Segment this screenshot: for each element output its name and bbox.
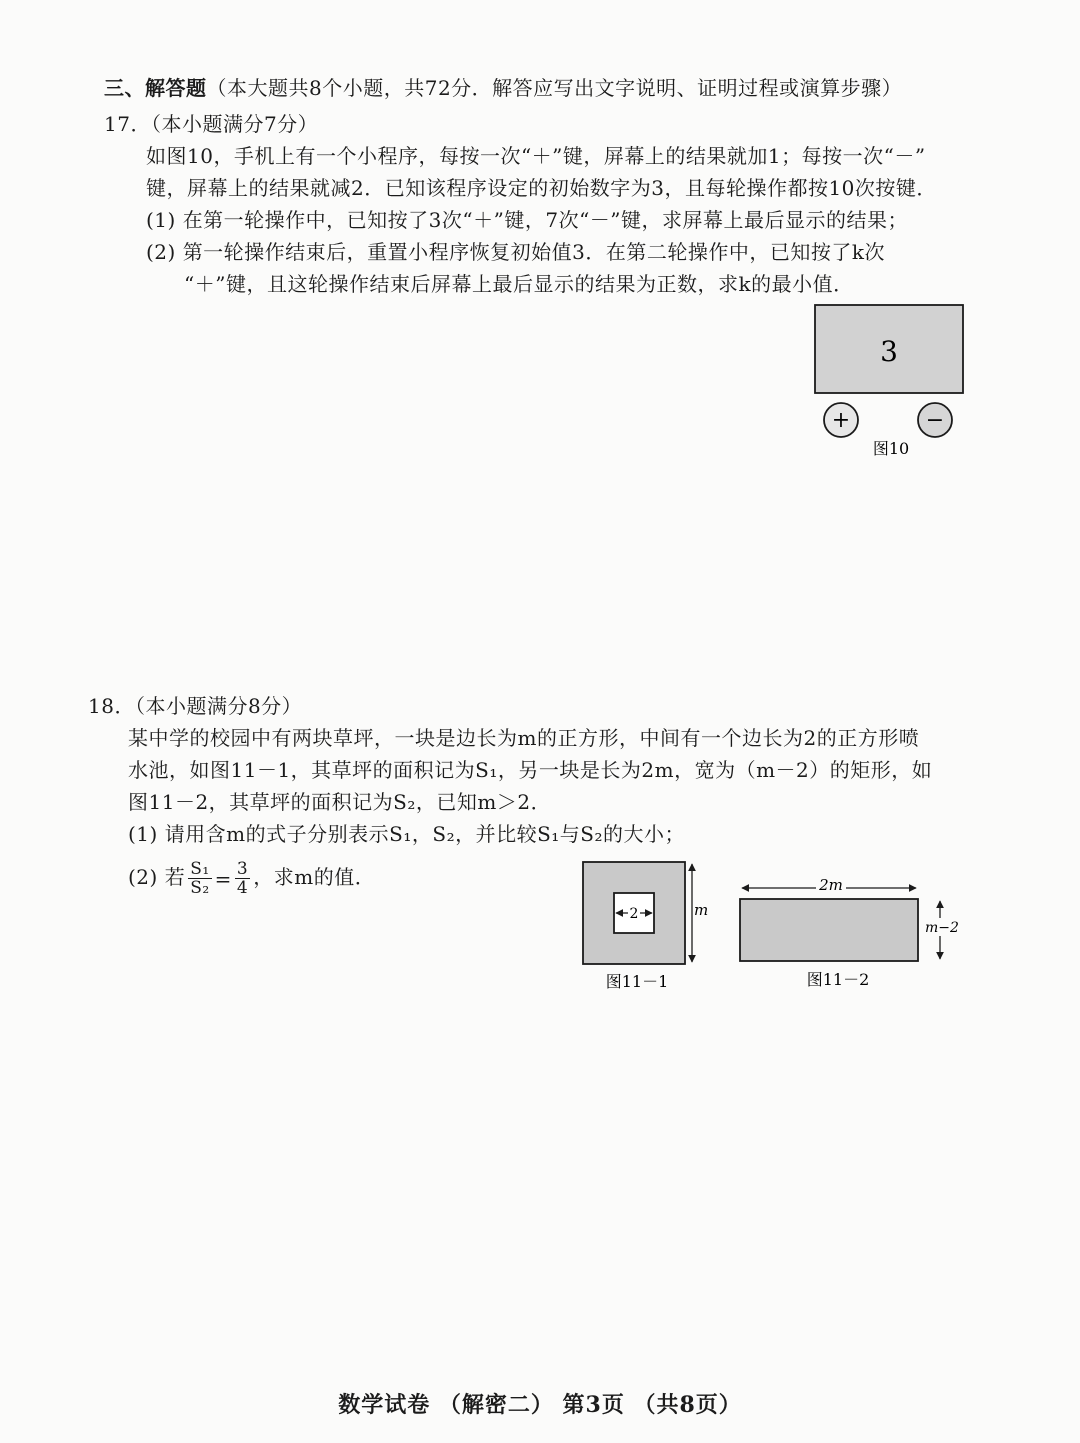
- plus-key-symbol: +: [831, 408, 851, 433]
- q18-stem-line3: 图11－2，其草坪的面积记为S₂，已知m＞2．: [128, 790, 552, 814]
- figure-10-caption: 图10: [872, 439, 910, 458]
- q17-part1: (1) 在第一轮操作中，已知按了3次“＋”键，7次“－”键，求屏幕上最后显示的结果；: [146, 208, 909, 232]
- q17-part2-line1: (2) 第一轮操作结束后，重置小程序恢复初始值3．在第二轮操作中，已知按了k次: [146, 240, 886, 264]
- figure-11-1-square-lawn: [575, 852, 715, 997]
- section-note: （本大题共8个小题，共72分．解答应写出文字说明、证明过程或演算步骤）: [206, 76, 903, 100]
- figure-10-phone-program: [805, 298, 975, 463]
- fraction-numerator: S₁: [190, 859, 210, 879]
- q18-part1: (1) 请用含m的式子分别表示S₁，S₂，并比较S₁与S₂的大小；: [128, 822, 686, 846]
- figure-11-2-rectangle-lawn: [730, 870, 970, 997]
- q18-header: [88, 694, 302, 718]
- q17-stem-line1: 如图10，手机上有一个小程序，每按一次“＋”键，屏幕上的结果就加1；每按一次“－”: [146, 144, 926, 168]
- section-heading: [104, 76, 902, 100]
- figure-11-2-caption: 图11－2: [806, 970, 870, 989]
- side-length-label: m: [694, 901, 709, 919]
- q17-stem-line2: 键，屏幕上的结果就减2．已知该程序设定的初始数字为3，且每轮操作都按10次按键．: [146, 176, 937, 200]
- equals-sign: =: [214, 866, 232, 891]
- page-footer: 数学试卷 （解密二） 第3页 （共8页）: [338, 1392, 742, 1418]
- q18-stem-line2: 水池，如图11－1，其草坪的面积记为S₁，另一块是长为2m，宽为（m－2）的矩形，如: [128, 758, 933, 782]
- q17-part2-line2: “＋”键，且这轮操作结束后屏幕上最后显示的结果为正数，求k的最小值．: [184, 272, 854, 296]
- q18-part2-prefix: (2) 若: [128, 865, 186, 889]
- width-label: m−2: [925, 920, 959, 936]
- section-title: 三、解答题: [104, 76, 207, 100]
- figure-11-1-caption: 图11－1: [605, 972, 669, 991]
- q18-part2-suffix: ，求m的值．: [253, 865, 376, 889]
- q17-number: 17．: [104, 112, 151, 136]
- minus-key-symbol: −: [925, 408, 945, 433]
- q18-stem-line1: 某中学的校园中有两块草坪，一块是边长为m的正方形，中间有一个边长为2的正方形喷: [128, 726, 920, 750]
- q17-header: [104, 112, 318, 136]
- pool-side-label: 2: [629, 906, 639, 922]
- screen-value: 3: [880, 335, 898, 368]
- fraction-three-fourths: [235, 860, 250, 897]
- rectangle-lawn: [740, 899, 918, 961]
- fraction-numerator: 3: [236, 859, 249, 879]
- q18-number: 18．: [88, 694, 135, 718]
- length-label: 2m: [819, 876, 843, 894]
- fraction-denominator: S₂: [190, 878, 210, 898]
- fraction-denominator: 4: [236, 878, 249, 898]
- q18-score: （本小题满分8分）: [134, 694, 303, 718]
- q18-part2: [128, 855, 375, 901]
- q17-score: （本小题满分7分）: [150, 112, 319, 136]
- fraction-s1-over-s2: [188, 860, 211, 897]
